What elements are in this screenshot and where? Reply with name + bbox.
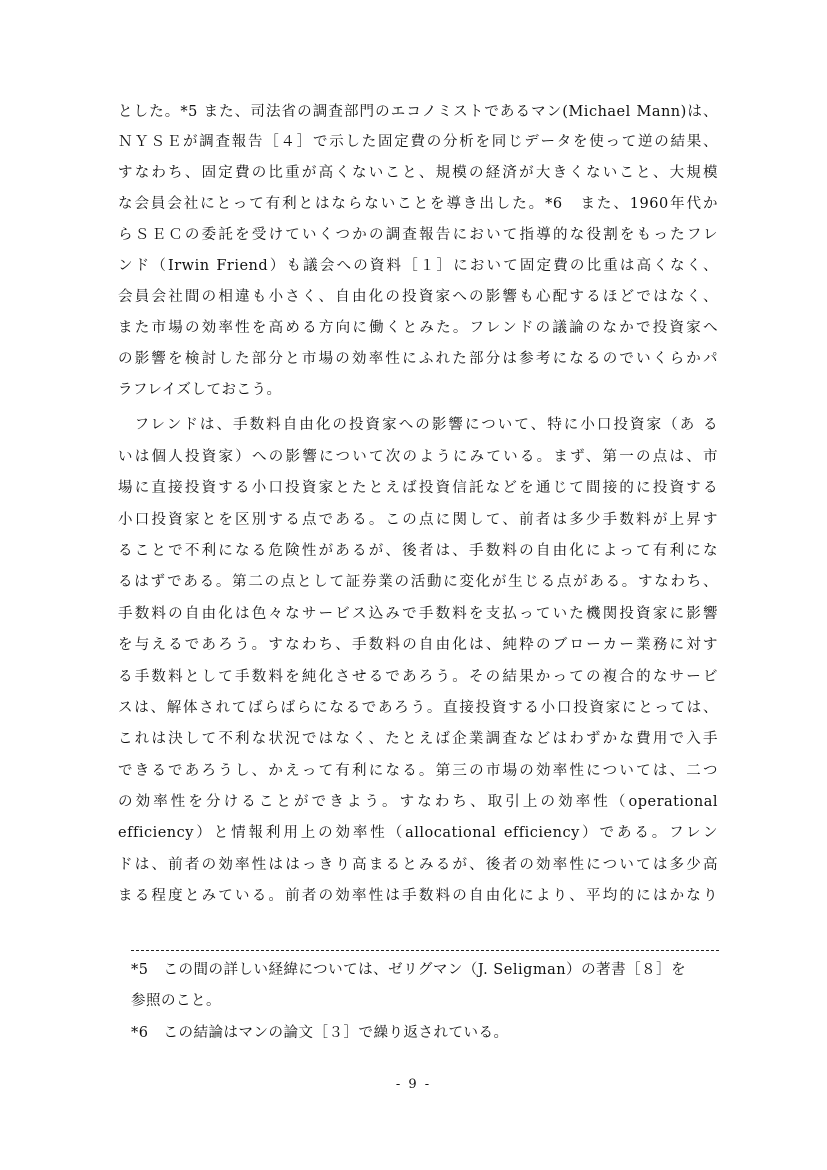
body-line: まる程度とみている。前者の効率性は手数料の自由化により、平均的にはかなり	[118, 888, 718, 904]
footnote-6: *6 この結論はマンの論文［３］で繰り返されている。	[131, 1025, 509, 1041]
body-line: ＮＹＳＥが調査報告［４］で示した固定費の分析を同じデータを使って逆の結果、	[118, 134, 718, 150]
body-line: 手数料の自由化は色々なサービス込みで手数料を支払っていた機関投資家に影響	[118, 606, 718, 622]
body-line: の影響を検討した部分と市場の効率性にふれた部分は参考になるのでいくらかパ	[118, 351, 718, 367]
body-line: スは、解体されてばらばらになるであろう。直接投資する小口投資家にとっては、	[118, 700, 718, 716]
body-line: 小口投資家とを区別する点である。この点に関して、前者は多少手数料が上昇す	[118, 512, 718, 528]
footnote-5-line2: 参照のこと。	[131, 993, 221, 1009]
body-line: を与えるであろう。すなわち、手数料の自由化は、純粋のブローカー業務に対す	[118, 637, 718, 653]
body-line: ドは、前者の効率性ははっきり高まるとみるが、後者の効率性については多少高	[118, 857, 718, 873]
body-line: フレンドは、手数料自由化の投資家への影響について、特に小口投資家（あ る	[118, 417, 718, 433]
body-line: とした。*5 また、司法省の調査部門のエコノミストであるマン(Michael Mann)は、	[118, 104, 718, 120]
body-line: 会員会社間の相違も小さく、自由化の投資家への影響も心配するほどではなく、	[118, 289, 718, 305]
body-line: efficiency）と情報利用上の効率性（allocational efficiency）である。フレン	[118, 825, 718, 841]
body-line: すなわち、固定費の比重が高くないこと、規模の経済が大きくないこと、大規模	[118, 165, 718, 181]
body-line: 場に直接投資する小口投資家とたとえば投資信託などを通じて間接的に投資する	[118, 480, 718, 496]
body-line: いは個人投資家）への影響について次のようにみている。まず、第一の点は、市	[118, 449, 718, 465]
body-line: また市場の効率性を高める方向に働くとみた。フレンドの議論のなかで投資家へ	[118, 320, 718, 336]
body-line: これは決して不利な状況ではなく、たとえば企業調査などはわずかな費用で入手	[118, 731, 718, 747]
body-line: ることで不利になる危険性があるが、後者は、手数料の自由化によって有利にな	[118, 543, 718, 559]
footnote-5-line1: *5 この間の詳しい経緯については、ゼリグマン（J. Seligman）の著書［８］を	[131, 962, 687, 978]
page-number: - 9 -	[395, 1077, 432, 1092]
body-line: らＳＥＣの委託を受けていくつかの調査報告において指導的な役割をもったフレ	[118, 227, 718, 243]
footnote-separator	[131, 950, 719, 951]
body-line: ンド（Irwin Friend）も議会への資料［１］において固定費の比重は高くなく、	[118, 258, 718, 274]
body-line: な会員会社にとって有利とはならないことを導き出した。*6 また、1960年代か	[118, 196, 718, 212]
body-line: できるであろうし、かえって有利になる。第三の市場の効率性については、二つ	[118, 763, 718, 779]
body-line: ラフレイズしておこう。	[118, 382, 282, 398]
body-line: るはずである。第二の点として証券業の活動に変化が生じる点がある。すなわち、	[118, 574, 718, 590]
body-line: る手数料として手数料を純化させるであろう。その結果かっての複合的なサービ	[118, 669, 718, 685]
body-line: の効率性を分けることができよう。すなわち、取引上の効率性（operational	[118, 794, 718, 810]
